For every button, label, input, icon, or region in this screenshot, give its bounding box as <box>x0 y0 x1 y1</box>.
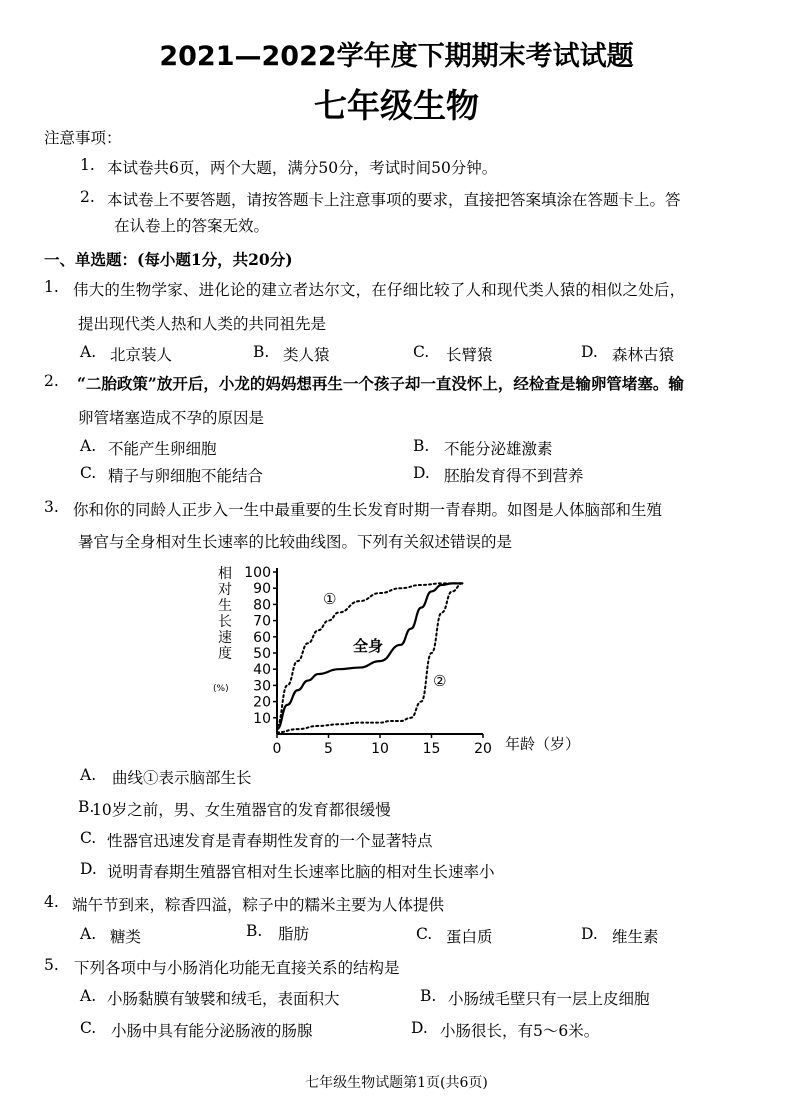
option-text: 说明青春期生殖器官相对生长速率比脑的相对生长速率小 <box>107 863 495 881</box>
option-text: 蛋白质 <box>446 928 493 946</box>
option-text: 脂肪 <box>278 925 310 943</box>
exam-subtitle: 七年级生物 <box>314 86 479 125</box>
notice-item-2: 本试卷上不要答题，请按答题卡上注意事项的要求，直接把答案填涂在答题卡上。答 <box>107 191 681 209</box>
option-text: 不能产生卵细胞 <box>108 440 217 458</box>
option-key: A. <box>80 987 97 1005</box>
question-num-2: 2. <box>44 372 59 390</box>
notice-item-num-1: 1. <box>80 156 95 174</box>
question-3-line2: 暑官与全身相对生长速率的比较曲线图。下列有关叙述错误的是 <box>78 533 513 551</box>
notice-item-num-2: 2. <box>80 188 95 206</box>
option-key: D. <box>411 1019 428 1037</box>
option-key: A. <box>80 343 97 361</box>
question-3-line1: 你和你的同龄人正步入一生中最重要的生长发育时期一青春期。如图是人体脑部和生殖 <box>73 501 663 519</box>
y-tick-label: 40 <box>253 662 271 679</box>
section-title: 一、单选题：(每小题1分，共20分) <box>44 250 293 269</box>
y-axis-label-char: 速 <box>218 630 232 646</box>
option-text: 类人猿 <box>283 346 330 364</box>
option-key: C. <box>80 829 97 847</box>
option-text: 小肠绒毛壁只有一层上皮细胞 <box>448 990 650 1008</box>
option-key: D. <box>413 464 430 482</box>
notice-label: 注意事项： <box>44 129 122 147</box>
option-text: 小肠中具有能分泌肠液的肠腺 <box>111 1022 313 1040</box>
option-key: B. <box>246 922 263 940</box>
notice-item-1: 本试卷共6页，两个大题，满分50分，考试时间50分钟。 <box>107 159 498 177</box>
option-key: C. <box>416 925 433 943</box>
question-5-line1: 下列各项中与小肠消化功能无直接关系的结构是 <box>74 959 400 977</box>
y-axis-unit: (%) <box>213 684 229 694</box>
exam-title: 2021—2022学年度下期期末考试试题 <box>159 41 634 72</box>
option-text: 不能分泌雄激素 <box>444 440 553 458</box>
x-tick-label: 20 <box>474 741 492 757</box>
y-tick-label: 80 <box>253 597 271 614</box>
option-text: 维生素 <box>612 928 659 946</box>
y-tick-label: 90 <box>253 581 271 598</box>
x-tick-label: 15 <box>422 741 441 757</box>
y-ticks <box>244 565 277 727</box>
y-axis-label-char: 长 <box>218 614 232 630</box>
option-key: C. <box>413 343 430 361</box>
option-text: 北京装人 <box>110 346 173 364</box>
question-2-line1: “二胎政策”放开后，小龙的妈妈想再生一个孩子却一直没怀上，经检查是输卵管堵塞。输 <box>77 374 684 393</box>
question-1-line1: 伟大的生物学家、进化论的建立者达尔文，在仔细比较了人和现代类人猿的相似之处后， <box>73 281 686 299</box>
y-axis-label-char: 相 <box>218 566 232 582</box>
y-tick-label: 10 <box>253 710 271 727</box>
question-num-1: 1. <box>44 278 59 296</box>
y-tick-label: 100 <box>244 565 271 581</box>
y-axis-label-char: 生 <box>218 598 232 614</box>
x-tick-label: 10 <box>371 741 389 757</box>
y-tick-label: 70 <box>253 613 271 630</box>
option-key: A. <box>80 766 97 784</box>
x-axis-label: 年龄（岁） <box>505 735 581 753</box>
y-axis-label-char: 对 <box>218 582 232 598</box>
option-key: C. <box>80 1019 97 1037</box>
y-tick-label: 30 <box>253 678 271 695</box>
option-text: 胚胎发育得不到营养 <box>444 467 584 485</box>
series-label-body: 全身 <box>353 637 384 655</box>
option-key: D. <box>581 925 598 943</box>
option-key: A. <box>80 437 97 455</box>
option-key: D. <box>80 860 97 878</box>
option-key: D. <box>581 343 598 361</box>
series-label-brain: ① <box>323 590 337 608</box>
option-text: 精子与卵细胞不能结合 <box>108 467 264 485</box>
y-tick-label: 20 <box>253 694 271 711</box>
option-key: C. <box>80 464 97 482</box>
x-tick-label: 5 <box>324 741 333 757</box>
option-key: A. <box>80 925 97 943</box>
series-line-1 <box>277 583 462 729</box>
question-num-5: 5. <box>44 956 59 974</box>
question-2-line2: 卵管堵塞造成不孕的原因是 <box>78 409 265 427</box>
option-text: 小肠黏膜有皱襞和绒毛，表面积大 <box>107 990 340 1008</box>
question-num-4: 4. <box>44 893 59 911</box>
option-text: 糖类 <box>110 928 142 946</box>
page-footer: 七年级生物试题第1页(共6页) <box>305 1075 488 1091</box>
option-text: 森林古猿 <box>612 346 675 364</box>
growth-rate-chart <box>205 560 595 760</box>
option-text: 曲线①表示脑部生长 <box>112 769 252 787</box>
chart-series <box>277 583 462 732</box>
option-text: 10岁之前，男、女生殖器官的发育都很缓慢 <box>92 801 391 819</box>
option-key: B. <box>420 987 437 1005</box>
option-text: 性器官迅速发育是青春期性发育的一个显著特点 <box>107 832 433 850</box>
option-text: 小肠很长，有5～6米。 <box>440 1022 600 1040</box>
option-key: B. <box>413 437 430 455</box>
y-axis-label-char: 度 <box>218 646 232 662</box>
y-tick-label: 50 <box>253 646 271 662</box>
series-label-reproductive: ② <box>433 672 447 690</box>
option-text: 长臂猿 <box>446 346 493 364</box>
question-4-line1: 端午节到来，粽香四溢，粽子中的糯米主要为人体提供 <box>72 896 445 914</box>
series-line-2 <box>277 583 462 732</box>
x-tick-label: 0 <box>272 741 282 757</box>
question-1-line2: 提出现代类人热和人类的共同祖先是 <box>78 315 327 333</box>
notice-item-2-cont: 在认卷上的答案无效。 <box>114 217 270 235</box>
option-key: B. <box>253 343 270 361</box>
x-ticks <box>273 734 492 757</box>
y-tick-label: 60 <box>253 629 271 646</box>
y-axis-label <box>218 565 232 662</box>
option-key: B. <box>78 798 95 816</box>
question-num-3: 3. <box>44 498 59 516</box>
